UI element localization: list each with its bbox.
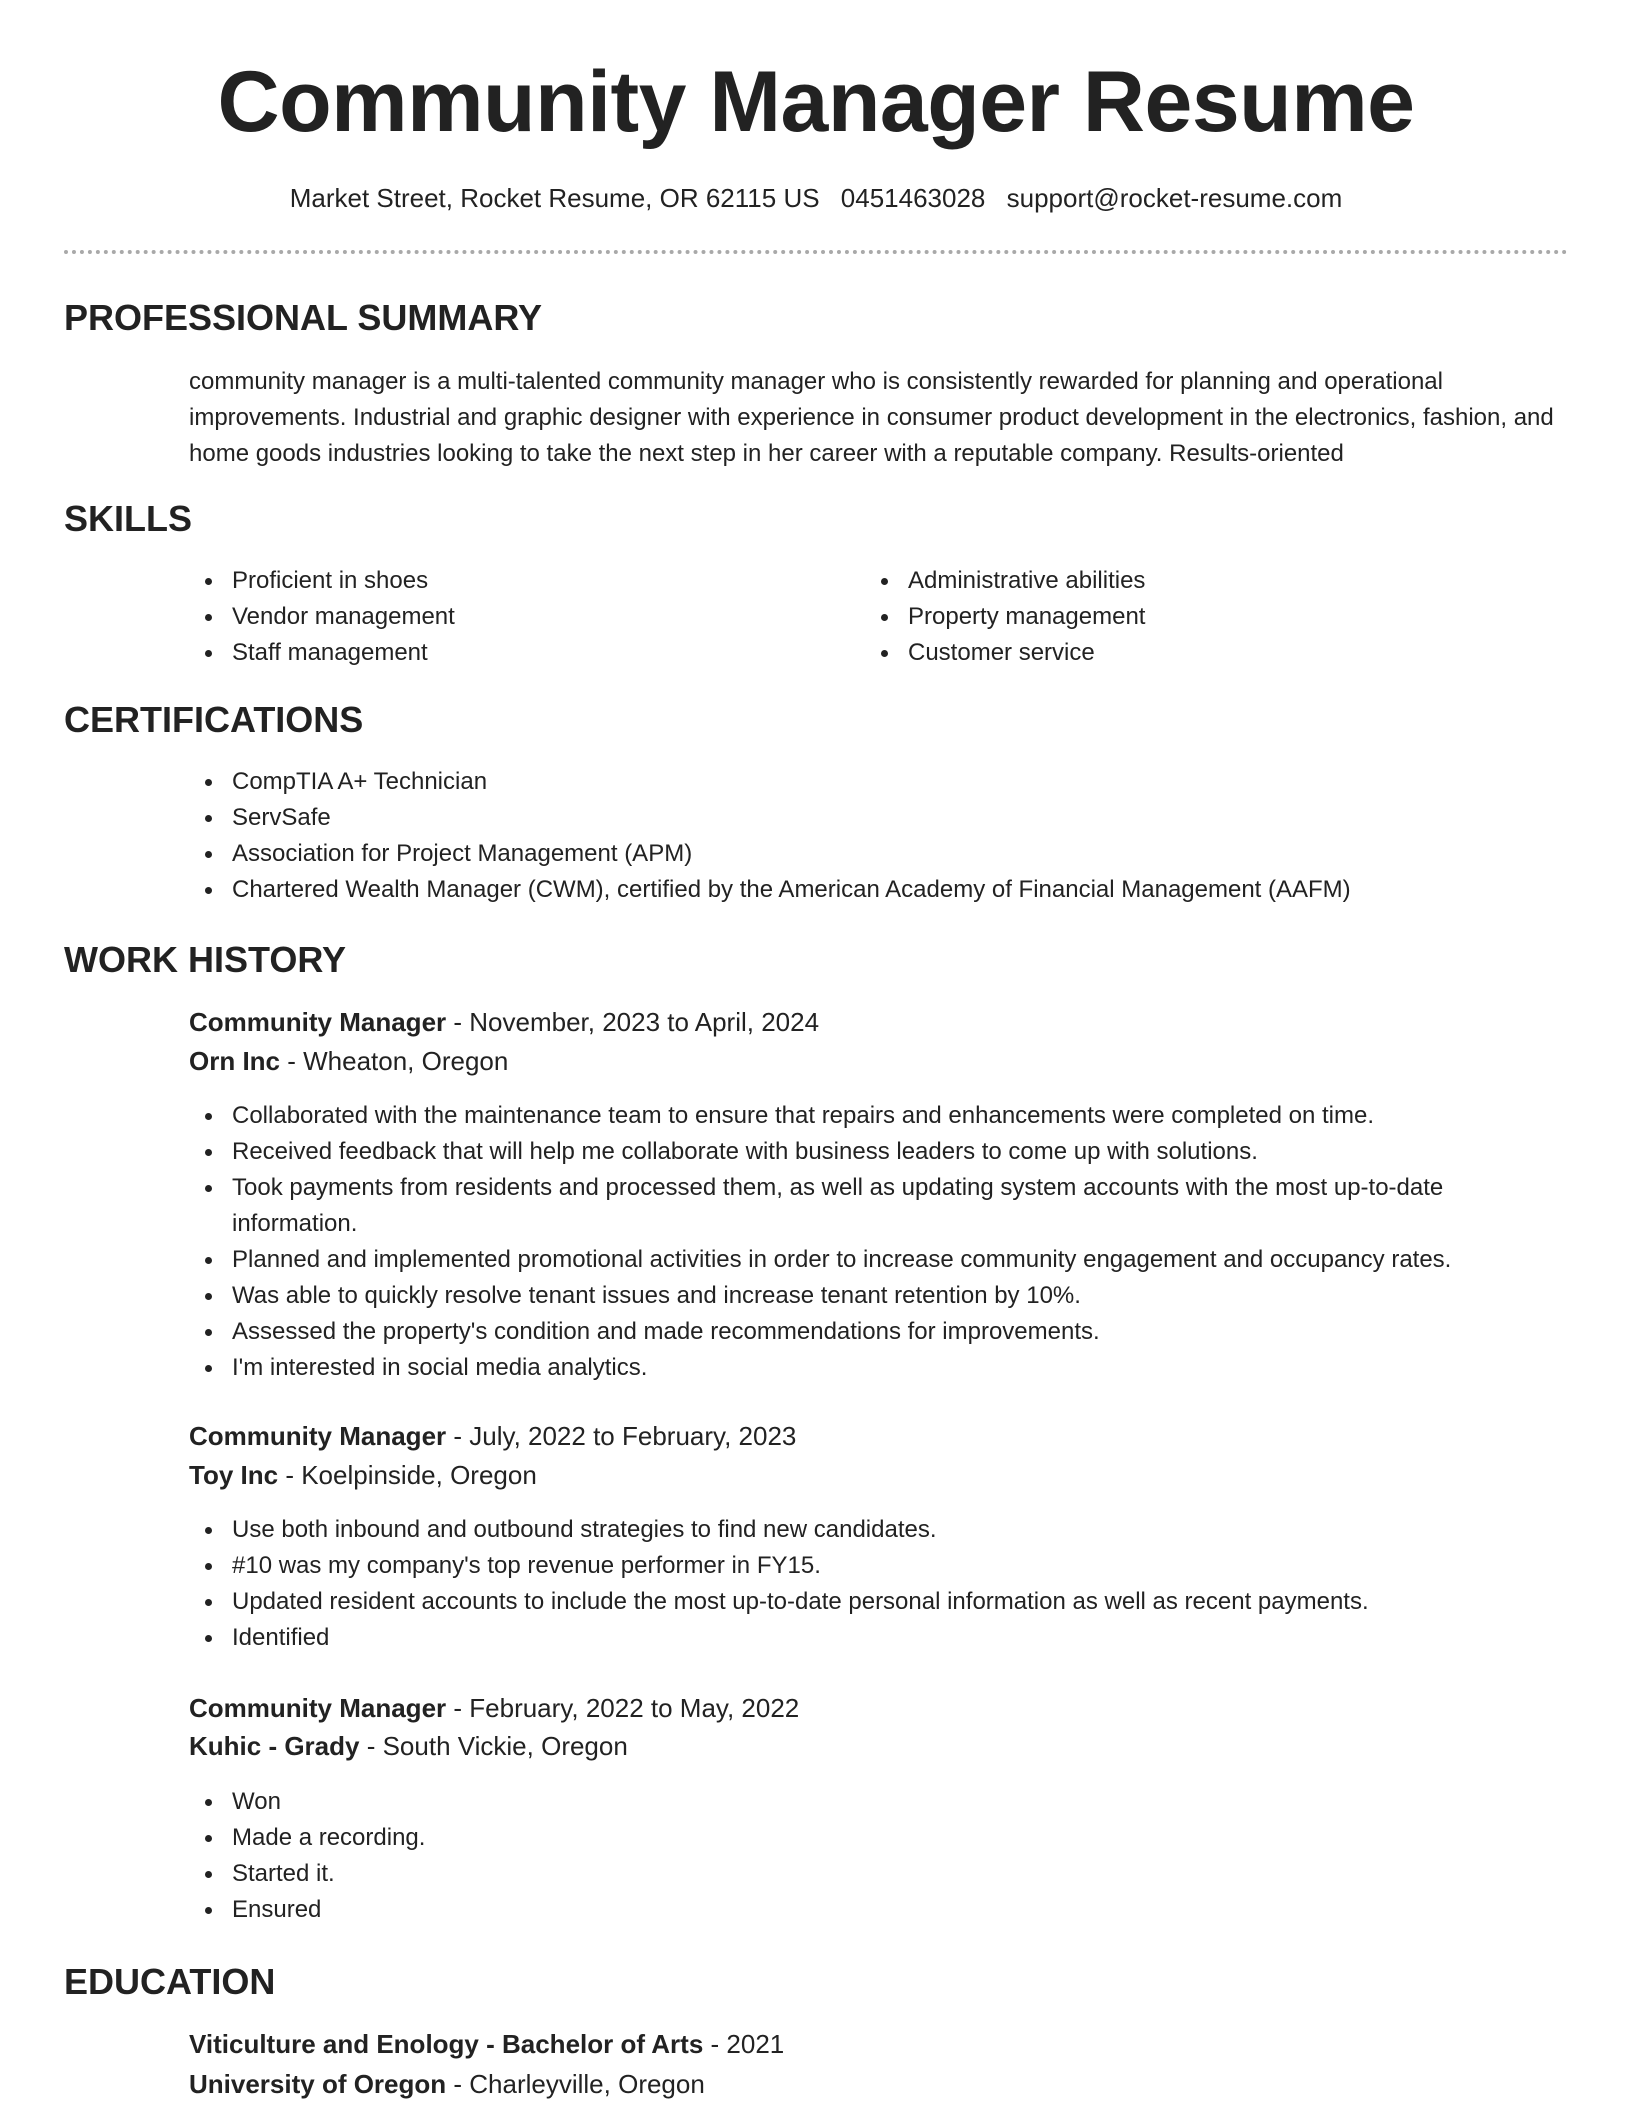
job-bullet: Started it. [188,1856,1528,1892]
job-bullet: I'm interested in social media analytics. [188,1350,1528,1386]
certifications-heading: CERTIFICATIONS [64,699,364,740]
work-history-heading: WORK HISTORY [64,939,347,980]
job-location: - Koelpinside, Oregon [278,1460,537,1490]
summary-text: community manager is a multi-talented community manager who is consistently rewarded for planning and operational improvements. Industrial and graphic designer with experience in consumer product development in the electronics, fashion, and home goods industries looking to take the next step in her career with a reputable company. Results-oriented [189,368,1554,467]
job-title-line [189,1690,799,1726]
job-title-line [189,1418,796,1454]
job-title-line [189,1004,819,1040]
job-bullet: #10 was my company's top revenue performer in FY15. [188,1548,1528,1584]
skill-item: Vendor management [188,599,828,635]
job-bullet: Received feedback that will help me collaborate with business leaders to come up with solutions. [188,1134,1528,1170]
certifications-list [188,764,1568,908]
job-bullet: Won [188,1784,1528,1820]
job-location: - South Vickie, Oregon [359,1731,628,1761]
education-degree-line [189,2026,784,2062]
skill-item: Customer service [864,635,1524,671]
summary-heading: PROFESSIONAL SUMMARY [64,297,543,338]
job-bullet: Was able to quickly resolve tenant issues and increase tenant retention by 10%. [188,1278,1528,1314]
job-bullet: Planned and implemented promotional activities in order to increase community engagement and occupancy rates. [188,1242,1528,1278]
job-dates: - July, 2022 to February, 2023 [446,1421,797,1451]
header-divider [64,250,1568,254]
contact-email: support@rocket-resume.com [1006,183,1343,213]
education-degree: Viticulture and Enology - Bachelor of Arts [189,2029,704,2059]
job-company: Kuhic - Grady [189,1731,360,1761]
education-school-line [189,2066,705,2102]
job-dates: - November, 2023 to April, 2024 [446,1007,820,1037]
skill-item: Staff management [188,635,828,671]
job-dates: - February, 2022 to May, 2022 [446,1693,800,1723]
job-bullet: Ensured [188,1892,1528,1928]
job-bullet: Made a recording. [188,1820,1528,1856]
job-bullet: Identified [188,1620,1528,1656]
job-company: Orn Inc [189,1046,281,1076]
job-bullets [188,1512,1528,1656]
certification-item: ServSafe [188,800,1568,836]
skills-list-right [864,563,1524,671]
certification-item: Chartered Wealth Manager (CWM), certified by the American Academy of Financial Management (AAFM) [188,872,1568,908]
contact-phone: 0451463028 [840,183,986,213]
education-year: - 2021 [703,2029,785,2059]
job-company-line [189,1728,628,1764]
skills-heading: SKILLS [64,498,193,539]
job-company-line [189,1043,508,1079]
job-bullet: Took payments from residents and processed them, as well as updating system accounts with the most up-to-date information. [188,1170,1528,1242]
certification-item: Association for Project Management (APM) [188,836,1568,872]
skill-item: Administrative abilities [864,563,1524,599]
job-title: Community Manager [189,1693,447,1723]
job-bullet: Collaborated with the maintenance team to ensure that repairs and enhancements were completed on time. [188,1098,1528,1134]
job-title: Community Manager [189,1007,447,1037]
contact-address: Market Street, Rocket Resume, OR 62115 US [289,183,820,213]
certification-item: CompTIA A+ Technician [188,764,1568,800]
skill-item: Proficient in shoes [188,563,828,599]
education-heading: EDUCATION [64,1961,276,2002]
job-location: - Wheaton, Oregon [280,1046,509,1076]
job-bullet: Updated resident accounts to include the most up-to-date personal information as well as recent payments. [188,1584,1528,1620]
job-bullet: Use both inbound and outbound strategies to find new candidates. [188,1512,1528,1548]
education-school: University of Oregon [189,2069,447,2099]
job-title: Community Manager [189,1421,447,1451]
job-bullets [188,1098,1528,1386]
job-company-line [189,1457,537,1493]
education-location: - Charleyville, Oregon [446,2069,705,2099]
skill-item: Property management [864,599,1524,635]
skills-list-left [188,563,828,671]
job-company: Toy Inc [189,1460,279,1490]
resume-title: Community Manager Resume [217,54,1415,150]
job-bullet: Assessed the property's condition and made recommendations for improvements. [188,1314,1528,1350]
contact-line [0,180,1632,216]
job-bullets [188,1784,1528,1928]
